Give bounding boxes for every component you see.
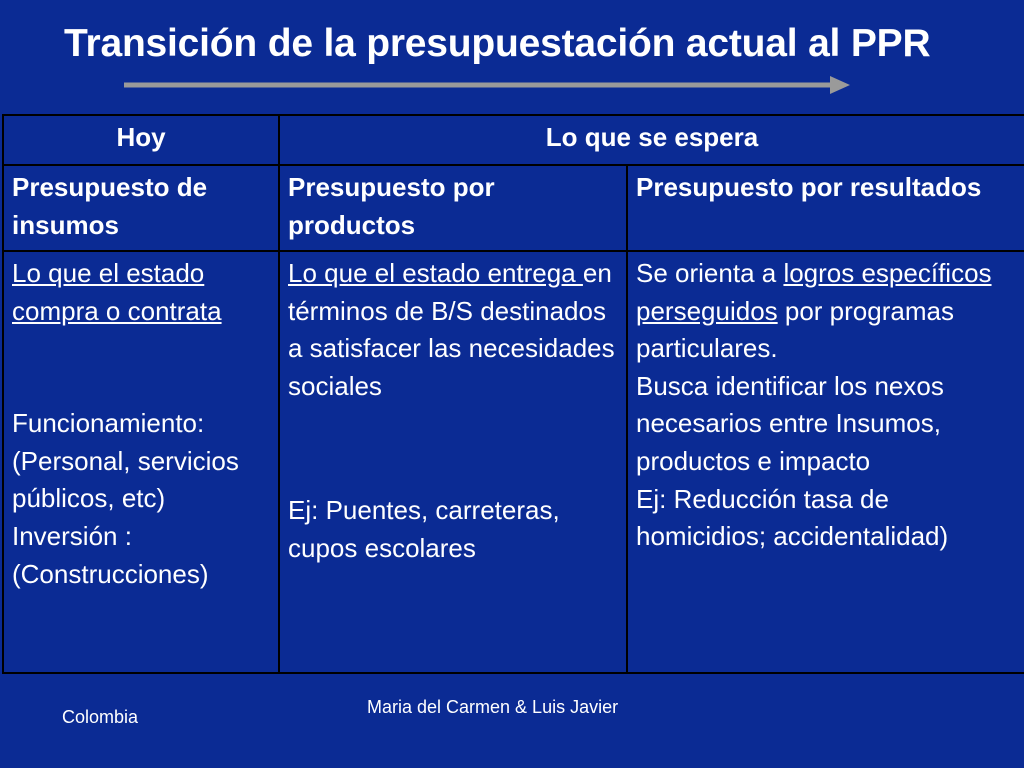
footer-country: Colombia <box>62 707 139 727</box>
table-subheader-row <box>3 165 1024 251</box>
column-title-resultados: Presupuesto por resultados <box>627 165 1024 251</box>
productos-underlined: Lo que el estado entrega <box>288 258 583 288</box>
slide-title: Transición de la presupuestación actual al PPR <box>64 22 931 65</box>
footer-authors: Maria del Carmen & Luis Javier <box>367 697 619 717</box>
insumos-definition: Lo que el estado compra o contrata <box>12 258 222 326</box>
transition-arrow-icon <box>124 74 852 96</box>
resultados-prefix: Se orienta a <box>636 258 784 288</box>
header-today: Hoy <box>3 115 279 165</box>
resultados-definition <box>636 255 1016 368</box>
resultados-example: Ej: Reducción tasa de homicidios; accidentalidad) <box>636 483 949 552</box>
insumos-inversion: Inversión : (Construcciones) <box>12 520 209 589</box>
resultados-underlined: logros específicos perseguidos <box>636 258 992 326</box>
cell-resultados <box>627 251 1024 673</box>
productos-example: Ej: Puentes, carreteras, cupos escolares <box>288 495 560 563</box>
resultados-rest: por programas particulares. <box>636 295 954 364</box>
cell-insumos <box>3 251 279 673</box>
insumos-funcionamiento: Funcionamiento: (Personal, servicios públicos, etc) <box>12 408 239 514</box>
productos-definition <box>288 255 618 405</box>
cell-productos <box>279 251 627 673</box>
header-expected: Lo que se espera <box>279 115 1024 165</box>
productos-rest: en términos de B/S destinados a satisfacer las necesidades sociales <box>288 258 615 401</box>
column-title-insumos: Presupuesto de insumos <box>3 165 279 251</box>
resultados-second: Busca identificar los nexos necesarios entre Insumos, productos e impacto <box>636 370 944 476</box>
table-header-row <box>3 115 1024 165</box>
column-title-productos: Presupuesto por productos <box>279 165 627 251</box>
table-body-row <box>3 251 1024 673</box>
comparison-table <box>2 114 1024 674</box>
